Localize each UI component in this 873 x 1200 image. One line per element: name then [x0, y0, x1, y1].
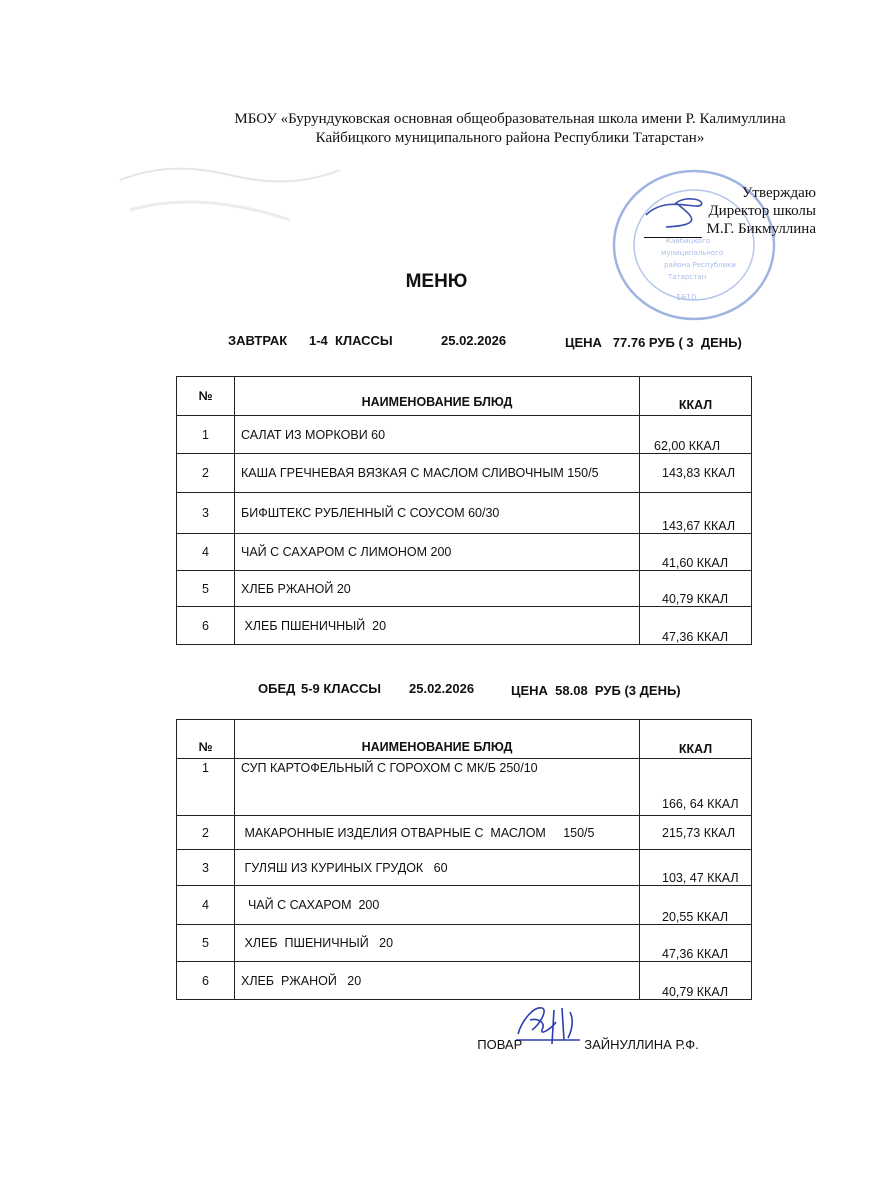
breakfast-meal: ЗАВТРАК — [228, 333, 288, 348]
row-number: 4 — [177, 886, 235, 925]
table-row — [177, 493, 752, 534]
dish-name: ХЛЕБ ПШЕНИЧНЫЙ 20 — [235, 925, 640, 962]
row-number: 2 — [177, 454, 235, 493]
breakfast-date: 25.02.2026 — [441, 333, 507, 348]
dish-kcal: 62,00 ККАЛ — [640, 416, 752, 454]
dish-name: КАША ГРЕЧНЕВАЯ ВЯЗКАЯ С МАСЛОМ СЛИВОЧНЫМ 150/5 — [235, 454, 640, 493]
row-number: 5 — [177, 925, 235, 962]
table-row — [177, 925, 752, 962]
dish-kcal: 143,83 ККАЛ — [640, 454, 752, 493]
row-number: 6 — [177, 607, 235, 645]
director-name: М.Г. Бикмуллина — [706, 221, 816, 237]
signature-line — [644, 225, 702, 238]
table-row — [177, 416, 752, 454]
dish-kcal: 20,55 ККАЛ — [640, 886, 752, 925]
cook-block — [470, 1022, 699, 1052]
dish-kcal: 41,60 ККАЛ — [640, 534, 752, 571]
cook-name: ЗАЙНУЛЛИНА Р.Ф. — [584, 1037, 699, 1052]
table-row — [177, 962, 752, 1000]
table-row — [177, 571, 752, 607]
table-row — [177, 886, 752, 925]
table-header-row — [177, 720, 752, 759]
column-header-kcal: ККАЛ — [640, 720, 752, 759]
column-header-number: № — [177, 377, 235, 416]
table-header-row — [177, 377, 752, 416]
lunch-table — [176, 719, 752, 1000]
dish-name: ЧАЙ С САХАРОМ 200 — [235, 886, 640, 925]
column-header-name: НАИМЕНОВАНИЕ БЛЮД — [235, 720, 640, 759]
dish-kcal: 47,36 ККАЛ — [640, 925, 752, 962]
breakfast-table — [176, 376, 752, 645]
dish-kcal: 215,73 ККАЛ — [640, 816, 752, 850]
table-row — [177, 816, 752, 850]
lunch-price: ЦЕНА 58.08 РУБ (3 ДЕНЬ) — [511, 683, 681, 698]
row-number: 4 — [177, 534, 235, 571]
dish-kcal: 47,36 ККАЛ — [640, 607, 752, 645]
svg-text:Кайбицкого: Кайбицкого — [666, 237, 710, 245]
row-number: 3 — [177, 493, 235, 534]
row-number: 5 — [177, 571, 235, 607]
dish-name: ХЛЕБ РЖАНОЙ 20 — [235, 571, 640, 607]
dish-name: БИФШТЕКС РУБЛЕННЫЙ С СОУСОМ 60/30 — [235, 493, 640, 534]
scan-artifact — [110, 150, 350, 260]
organization-line-1: МБОУ «Бурундуковская основная общеобразовательная школа имени Р. Калимуллина — [234, 111, 786, 127]
row-number: 1 — [177, 759, 235, 816]
breakfast-price: ЦЕНА 77.76 РУБ ( 3 ДЕНЬ) — [565, 335, 742, 350]
column-header-name: НАИМЕНОВАНИЕ БЛЮД — [235, 377, 640, 416]
cook-label: ПОВАР — [477, 1037, 523, 1052]
approval-block — [644, 184, 816, 238]
dish-kcal: 166, 64 ККАЛ — [640, 759, 752, 816]
row-number: 2 — [177, 816, 235, 850]
column-header-kcal: ККАЛ — [640, 377, 752, 416]
row-number: 6 — [177, 962, 235, 1000]
column-header-number: № — [177, 720, 235, 759]
lunch-meal: ОБЕД — [258, 681, 296, 696]
organization-header — [200, 110, 820, 148]
table-row — [177, 850, 752, 886]
approval-line-2: Директор школы — [708, 203, 816, 219]
row-number: 3 — [177, 850, 235, 886]
table-row — [177, 534, 752, 571]
dish-name: ХЛЕБ РЖАНОЙ 20 — [235, 962, 640, 1000]
dish-name: СУП КАРТОФЕЛЬНЫЙ С ГОРОХОМ С МК/Б 250/10 — [235, 759, 640, 816]
dish-kcal: 143,67 ККАЛ — [640, 493, 752, 534]
dish-name: САЛАТ ИЗ МОРКОВИ 60 — [235, 416, 640, 454]
dish-name: ГУЛЯШ ИЗ КУРИНЫХ ГРУДОК 60 — [235, 850, 640, 886]
table-row — [177, 454, 752, 493]
svg-text:района Республики: района Республики — [664, 261, 736, 269]
dish-kcal: 40,79 ККАЛ — [640, 962, 752, 1000]
approval-line-3 — [644, 220, 816, 238]
page-title: МЕНЮ — [405, 271, 468, 292]
organization-line-2: Кайбицкого муниципального района Республики Татарстан» — [315, 130, 705, 146]
dish-name: ЧАЙ С САХАРОМ С ЛИМОНОМ 200 — [235, 534, 640, 571]
row-number: 1 — [177, 416, 235, 454]
approval-line-1: Утверждаю — [741, 185, 816, 201]
lunch-date: 25.02.2026 — [409, 681, 475, 696]
dish-kcal: 103, 47 ККАЛ — [640, 850, 752, 886]
lunch-grades: 5-9 КЛАССЫ — [301, 681, 382, 696]
dish-name: ХЛЕБ ПШЕНИЧНЫЙ 20 — [235, 607, 640, 645]
table-row — [177, 759, 752, 816]
dish-name: МАКАРОННЫЕ ИЗДЕЛИЯ ОТВАРНЫЕ С МАСЛОМ 150/5 — [235, 816, 640, 850]
table-row — [177, 607, 752, 645]
breakfast-grades: 1-4 КЛАССЫ — [309, 333, 393, 348]
svg-text:Татарстан: Татарстан — [668, 273, 707, 281]
svg-text:1610...: 1610... — [676, 293, 704, 302]
svg-text:муниципального: муниципального — [661, 249, 724, 257]
dish-kcal: 40,79 ККАЛ — [640, 571, 752, 607]
